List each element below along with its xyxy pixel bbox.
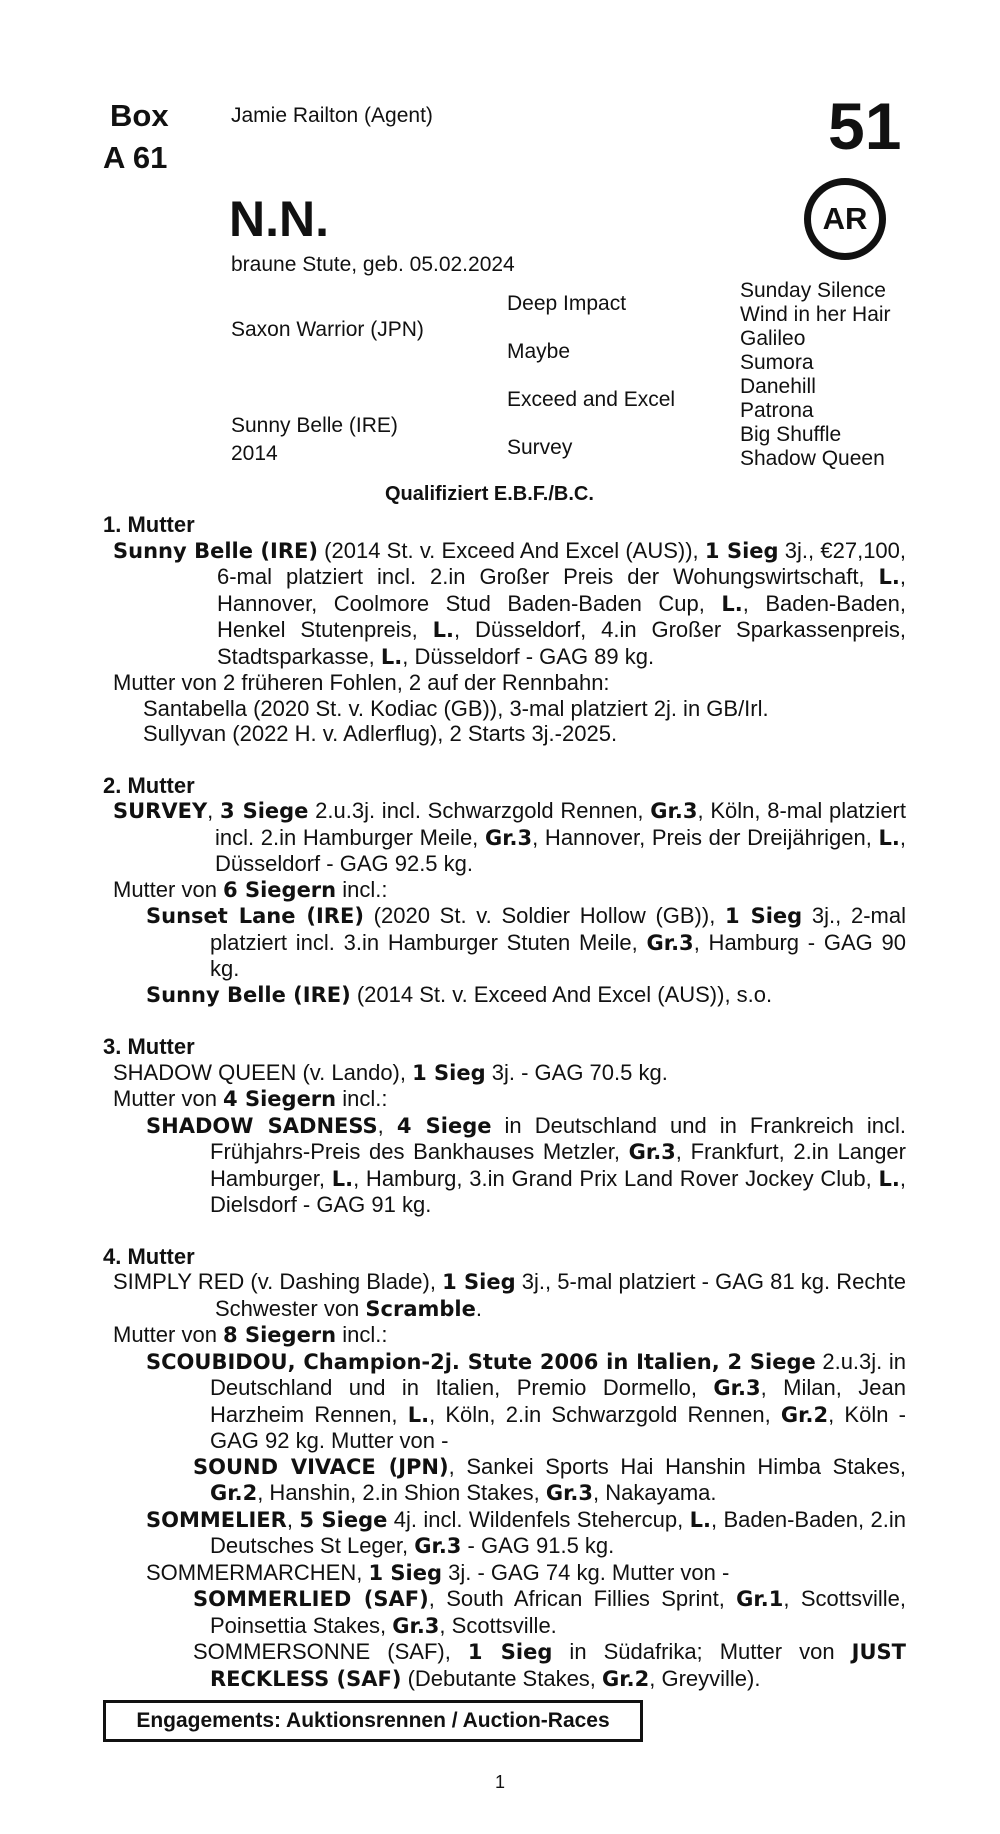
agent-name: Jamie Railton (Agent) <box>231 104 433 127</box>
qualification: Qualifiziert E.B.F./B.C. <box>385 483 594 505</box>
pedigree-great-grandparent: Sunday Silence <box>740 279 886 302</box>
section-heading: 1. Mutter <box>103 512 195 537</box>
section-heading: 3. Mutter <box>103 1034 195 1059</box>
horse-description: braune Stute, geb. 05.02.2024 <box>231 253 515 276</box>
pedigree-grandparent: Deep Impact <box>507 292 627 315</box>
horse-name: N.N. <box>229 191 329 247</box>
grand-progeny-entry: SOMMERLIED (SAF), South African Fillies Sprint, Gr.1, Scottsville, Poinsettia Stakes, Gr.3, Scottsville. <box>193 1586 906 1638</box>
box-number: A 61 <box>103 140 168 175</box>
foal-entry: Santabella (2020 St. v. Kodiac (GB)), 3-mal platziert 2j. in GB/Irl. <box>143 695 769 721</box>
pedigree-great-grandparent: Big Shuffle <box>740 423 842 446</box>
progeny-entry: SHADOW SADNESS, 4 Siege in Deutschland und in Frankreich incl. Frühjahrs-Preis des Bankhauses Metzler, Gr.3, Frankfurt, 2.in Langer Hamburger, L., Hamburg, 3.in Grand Prix Land Rover Jockey Club, L., Dielsdorf - GAG 91 kg. <box>146 1112 907 1217</box>
pedigree-sire: Saxon Warrior (JPN) <box>231 318 424 341</box>
pedigree-great-grandparent: Wind in her Hair <box>740 303 891 326</box>
progeny-entry: Sunny Belle (IRE) (2014 St. v. Exceed And Excel (AUS)), s.o. <box>146 981 773 1007</box>
pedigree-great-grandparent: Galileo <box>740 327 806 350</box>
pedigree-great-grandparent: Danehill <box>740 375 816 398</box>
progeny-entry: Sunset Lane (IRE) (2020 St. v. Soldier Hollow (GB)), 1 Sieg 3j., 2-mal platziert incl. 3.in Hamburger Stuten Meile, Gr.3, Hamburg - GAG 90 kg. <box>146 903 906 981</box>
pedigree-grandparent: Exceed and Excel <box>507 388 676 411</box>
dam-record: SURVEY, 3 Siege 2.u.3j. incl. Schwarzgold Rennen, Gr.3, Köln, 8-mal platziert incl. 2.in Hamburger Meile, Gr.3, Hannover, Preis der Dreijährigen, L., Düsseldorf - GAG 92.5 kg. <box>113 798 906 876</box>
grand-progeny-entry: SOMMERSONNE (SAF), 1 Sieg in Südafrika; Mutter von JUST RECKLESS (SAF) (Debutante Stakes, Gr.2, Greyville). <box>193 1639 906 1691</box>
catalogue-body <box>103 512 906 1692</box>
pedigree-grandparent: Survey <box>507 436 573 459</box>
pedigree-dam-year: 2014 <box>231 442 278 465</box>
pedigree-great-grandparent: Sumora <box>740 351 814 374</box>
dam-record: Sunny Belle (IRE) (2014 St. v. Exceed And Excel (AUS)), 1 Sieg 3j., €27,100, 6-mal platziert incl. 2.in Großer Preis der Wohungswirtschaft, L., Hannover, Coolmore Stud Baden-Baden Cup, L., Baden-Baden, Henkel Stutenpreis, L., Düsseldorf, 4.in Großer Sparkassenpreis, Stadtsparkasse, L., Düsseldorf - GAG 89 kg. <box>113 537 907 669</box>
engagements-box: Engagements: Auktionsrennen / Auction-Races <box>103 1700 643 1742</box>
box-label: Box <box>110 98 169 133</box>
page-number: 1 <box>494 1772 505 1792</box>
lot-number: 51 <box>828 89 902 163</box>
winners-intro: Mutter von 8 Siegern incl.: <box>113 1322 388 1347</box>
foal-entry: Sullyvan (2022 H. v. Adlerflug), 2 Starts 3j.-2025. <box>143 721 618 746</box>
pedigree-great-grandparent: Shadow Queen <box>740 447 885 470</box>
pedigree-great-grandparent: Patrona <box>740 399 814 422</box>
grand-progeny-entry: SOUND VIVACE (JPN), Sankei Sports Hai Hanshin Himba Stakes, Gr.2, Hanshin, 2.in Shion Stakes, Gr.3, Nakayama. <box>193 1453 906 1505</box>
ar-badge-icon <box>804 178 886 260</box>
winners-intro: Mutter von 6 Siegern incl.: <box>113 876 388 902</box>
pedigree-grandparent: Maybe <box>507 340 571 363</box>
progeny-entry: SCOUBIDOU, Champion-2j. Stute 2006 in Italien, 2 Siege 2.u.3j. in Deutschland und in Italien, Premio Dormello, Gr.3, Milan, Jean Harzheim Rennen, L., Köln, 2.in Schwarzgold Rennen, Gr.2, Köln - GAG 92 kg. Mutter von - <box>146 1348 907 1453</box>
section-heading: 4. Mutter <box>103 1243 195 1269</box>
progeny-entry: SOMMELIER, 5 Siege 4j. incl. Wildenfels Stehercup, L., Baden-Baden, 2.in Deutsches St Leger, Gr.3 - GAG 91.5 kg. <box>146 1506 906 1558</box>
ar-badge-text: AR <box>822 201 868 236</box>
dam-record: SIMPLY RED (v. Dashing Blade), 1 Sieg 3j., 5-mal platziert - GAG 81 kg. Rechte Schwester von Scramble. <box>113 1269 906 1321</box>
foals-intro: Mutter von 2 früheren Fohlen, 2 auf der Rennbahn: <box>113 670 610 695</box>
dam-record: SHADOW QUEEN (v. Lando), 1 Sieg 3j. - GAG 70.5 kg. <box>113 1059 668 1085</box>
section-heading: 2. Mutter <box>103 772 195 798</box>
progeny-entry: SOMMERMARCHEN, 1 Sieg 3j. - GAG 74 kg. Mutter von - <box>146 1559 730 1585</box>
winners-intro: Mutter von 4 Siegern incl.: <box>113 1086 388 1111</box>
pedigree-dam: Sunny Belle (IRE) <box>231 414 398 437</box>
